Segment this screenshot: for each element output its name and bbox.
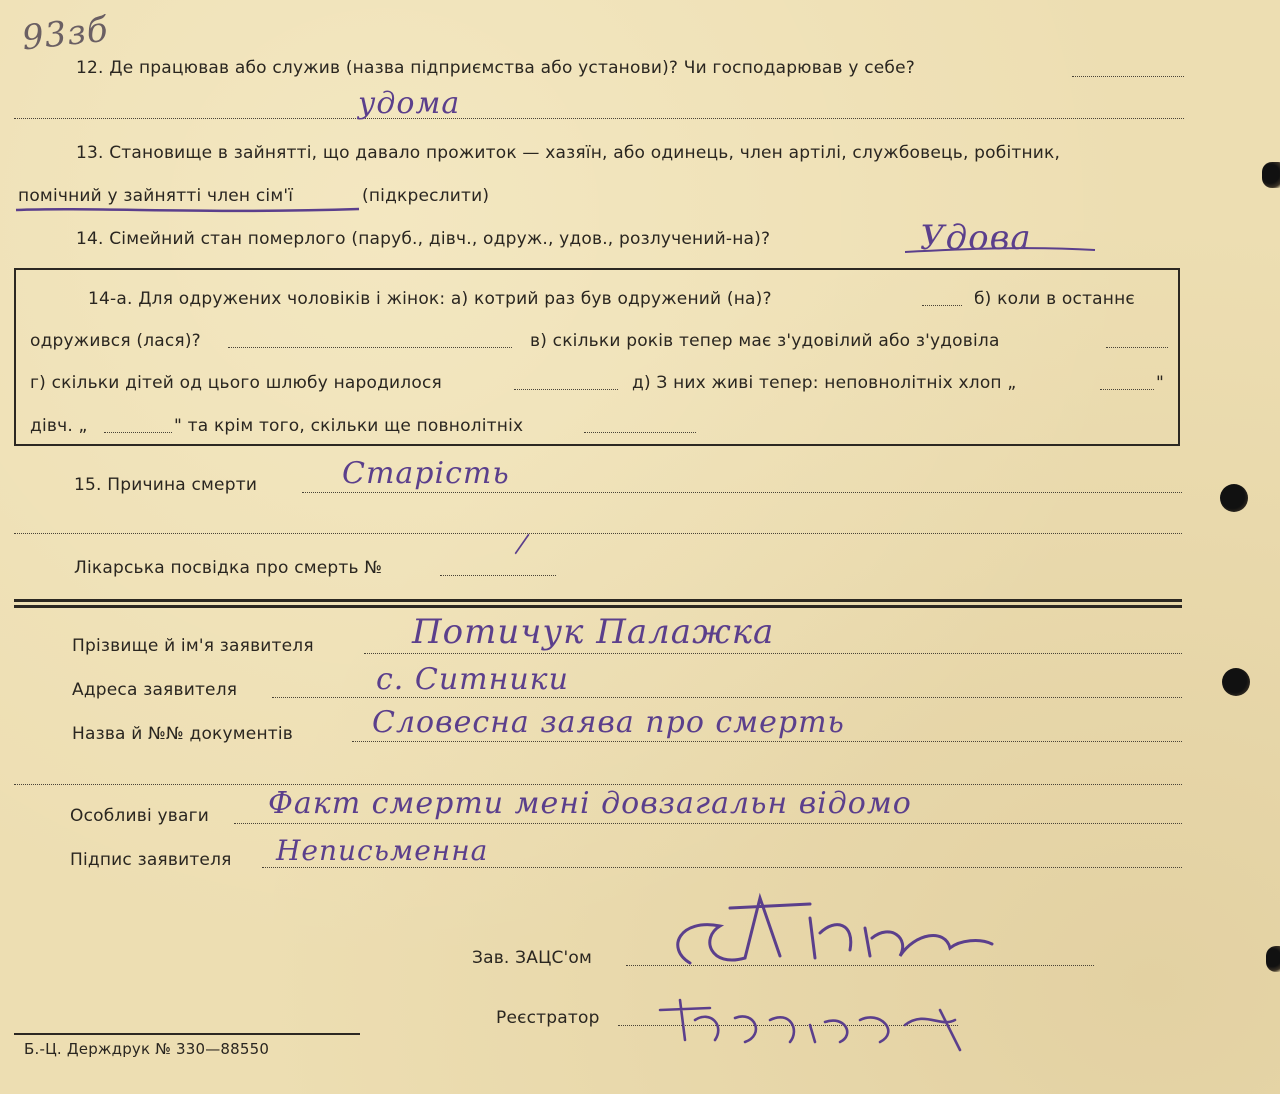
- q14a-dot-a: [922, 305, 962, 306]
- documents-dotline: [352, 741, 1182, 742]
- section-rule-bottom: [14, 605, 1182, 608]
- q14-answer-stroke: [900, 240, 1100, 260]
- question-15: 15. Причина смерти: [74, 475, 258, 495]
- question-14a-line2-b: в) скільки років тепер має з'удовілий або з'удовіла: [530, 331, 1000, 351]
- applicant-address-dotline: [272, 697, 1182, 698]
- question-14a-line3-b: д) З них живі тепер: неповнолітніх хлоп „: [632, 373, 1017, 393]
- corner-note: 93зб: [20, 9, 111, 59]
- q15-dotline-2: [14, 533, 1182, 534]
- head-label: Зав. ЗАЦС'ом: [472, 948, 593, 968]
- notes-value: Факт смерти мені довзагальн відомо: [268, 786, 912, 821]
- footer-rule: [14, 1033, 360, 1035]
- question-14a-line2-a: одружився (лася)?: [30, 331, 201, 351]
- applicant-name-dotline: [364, 653, 1182, 654]
- punch-hole-1: [1220, 484, 1248, 512]
- head-signature: [660, 878, 1000, 988]
- notes-label: Особливі уваги: [70, 806, 209, 826]
- punch-hole-2: [1222, 668, 1250, 696]
- applicant-address-value: с. Ситники: [376, 662, 569, 697]
- q13-underline-stroke: [14, 200, 364, 220]
- registrar-label: Реєстратор: [496, 1008, 600, 1028]
- section-rule-top: [14, 599, 1182, 602]
- question-14a-line4-a: дівч. „: [30, 416, 88, 436]
- applicant-signature-dotline: [262, 867, 1182, 868]
- q12-dotline-2: [14, 118, 1184, 119]
- q14-answer: Удова: [920, 218, 1032, 258]
- q14a-dot-line4a: [104, 432, 172, 433]
- medical-certificate-label: Лікарська посвідка про смерть №: [74, 558, 383, 578]
- q14a-dot-line2b: [1106, 347, 1168, 348]
- applicant-address-label: Адреса заявителя: [72, 680, 238, 700]
- question-14a-line3-a: г) скільки дітей од цього шлюбу народилося: [30, 373, 442, 393]
- documents-label: Назва й №№ документів: [72, 724, 294, 744]
- question-12: 12. Де працював або служив (назва підприємства або установи)? Чи господарював у себе?: [76, 58, 915, 78]
- q14a-dot-line2a: [228, 347, 512, 348]
- q14a-dot-line3a: [514, 389, 618, 390]
- applicant-signature-value: Неписьменна: [276, 834, 489, 867]
- q14a-dot-line4b: [584, 432, 696, 433]
- punch-hole-3: [1262, 162, 1280, 188]
- q15-answer: Старість: [342, 456, 510, 491]
- q12-answer: удома: [358, 86, 461, 121]
- question-13-underlined: помічний у зайнятті член сім'ї: [18, 186, 294, 206]
- printer-imprint: Б.-Ц. Держдрук № 330—88550: [24, 1040, 270, 1058]
- applicant-signature-label: Підпис заявителя: [70, 850, 232, 870]
- documents-value: Словесна заява про смерть: [372, 705, 845, 740]
- registrar-signature: [640, 980, 980, 1060]
- med-answer: —: [501, 523, 542, 563]
- question-14a-line3-c: ": [1156, 373, 1165, 393]
- question-13-rest: (підкреслити): [362, 186, 490, 206]
- question-13-line1: 13. Становище в зайнятті, що давало прожиток — хазяїн, або одинець, член артілі, службовець, робітник,: [76, 143, 1061, 163]
- q15-dotline-1: [302, 492, 1182, 493]
- question-14a-line1-b: б) коли в останнє: [974, 289, 1135, 309]
- applicant-name-label: Прізвище й ім'я заявителя: [72, 636, 314, 656]
- applicant-name-value: Потичук Палажка: [412, 612, 775, 652]
- question-14a-line1: 14-а. Для одружених чоловіків і жінок: а) котрий раз був одружений (на)?: [88, 289, 772, 309]
- notes-dotline: [234, 823, 1182, 824]
- documents-dotline-2: [14, 784, 1182, 785]
- punch-hole-4: [1266, 946, 1280, 972]
- q14a-dot-line3b: [1100, 389, 1154, 390]
- question-14: 14. Сімейний стан померлого (паруб., дівч., одруж., удов., розлучений-на)?: [76, 229, 771, 249]
- med-dotline: [440, 575, 556, 576]
- q12-dotline-1: [1072, 76, 1184, 77]
- question-14a-line4-b: " та крім того, скільки ще повнолітніх: [174, 416, 524, 436]
